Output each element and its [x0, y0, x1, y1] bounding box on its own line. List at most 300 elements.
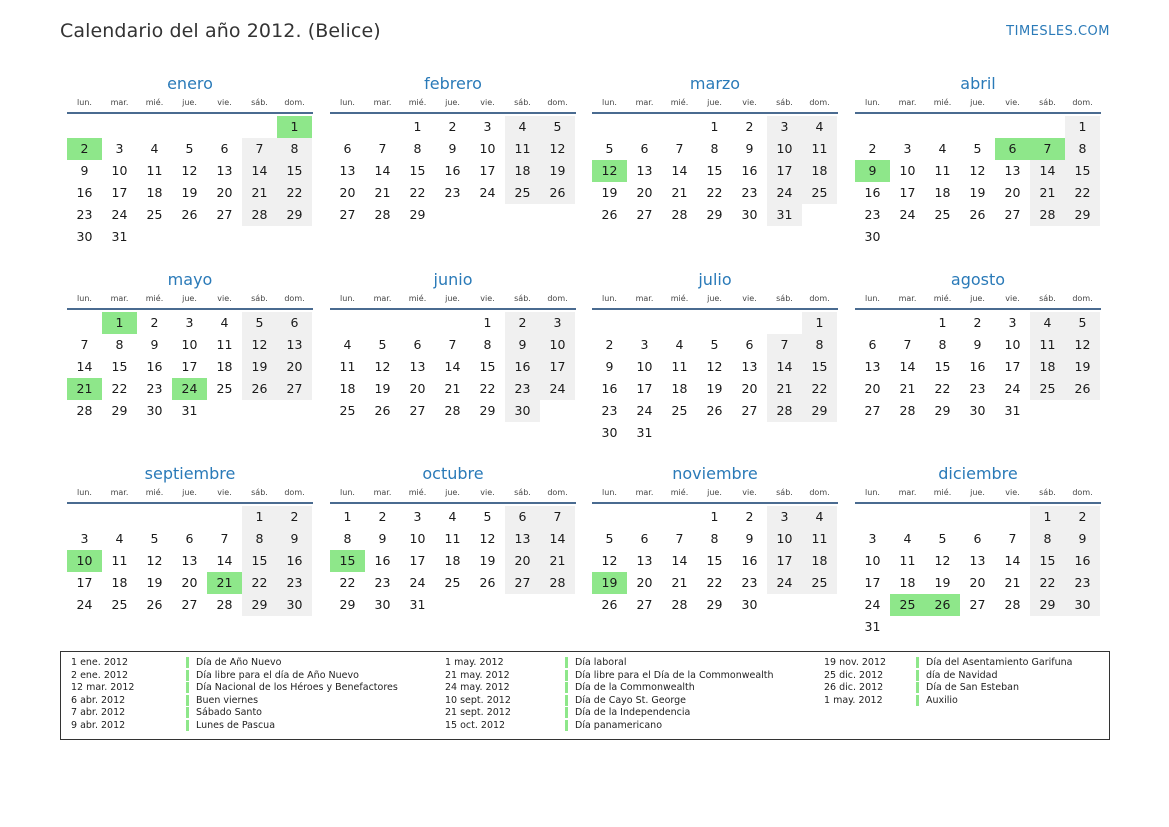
day-cell: 12 [706, 359, 723, 374]
day-cell: 18 [216, 359, 233, 374]
day-cell: 14 [671, 163, 688, 178]
legend-holiday-name: Día del Asentamiento Garifuna [916, 657, 1072, 668]
day-cell: 9 [745, 141, 754, 156]
day-cell: 14 [1030, 160, 1065, 182]
weekday-label: lun. [77, 294, 92, 303]
weekday-label: sáb. [251, 294, 268, 303]
day-cell: 2 [277, 506, 312, 528]
weekday-label: vie. [480, 98, 495, 107]
day-cell: 8 [343, 531, 352, 546]
month-name: septiembre [144, 464, 236, 483]
month-marzo [592, 73, 838, 226]
legend-holiday-name: Día de Cayo St. George [565, 695, 686, 706]
weekday-label: lun. [602, 488, 617, 497]
weekday-label: mar. [635, 488, 654, 497]
day-cell: 19 [601, 185, 618, 200]
day-cell: 10 [479, 141, 496, 156]
weekday-label: dom. [284, 488, 305, 497]
legend-holiday-name: Sábado Santo [186, 707, 262, 718]
day-cell: 22 [111, 381, 128, 396]
day-cell: 5 [710, 337, 719, 352]
day-cell: 29 [802, 400, 837, 422]
day-cell: 16 [505, 356, 540, 378]
header-rule [330, 112, 576, 114]
day-cell: 20 [505, 550, 540, 572]
day-cell: 27 [505, 572, 540, 594]
weekday-label: vie. [217, 294, 232, 303]
day-cell: 13 [636, 163, 653, 178]
weekday-label: jue. [182, 98, 197, 107]
weekday-label: lun. [865, 488, 880, 497]
month-name: octubre [422, 464, 484, 483]
weekday-label: mié. [145, 98, 164, 107]
day-cell: 17 [76, 575, 93, 590]
holiday-day-cell: 25 [890, 594, 925, 616]
day-cell: 20 [741, 381, 758, 396]
day-cell: 25 [339, 403, 356, 418]
day-cell: 23 [374, 575, 391, 590]
legend-holiday-name: Día laboral [565, 657, 626, 668]
holiday-day-cell: 1 [277, 116, 312, 138]
day-cell: 20 [864, 381, 881, 396]
day-cell: 5 [1065, 312, 1100, 334]
day-cell: 1 [413, 119, 422, 134]
day-cell: 14 [374, 163, 391, 178]
day-grid [855, 116, 1101, 248]
day-cell: 27 [181, 597, 198, 612]
day-cell: 15 [277, 160, 312, 182]
day-cell: 13 [636, 553, 653, 568]
day-cell: 5 [483, 509, 492, 524]
day-cell: 30 [277, 594, 312, 616]
day-cell: 16 [864, 185, 881, 200]
day-cell: 12 [374, 359, 391, 374]
day-cell: 25 [802, 182, 837, 204]
day-cell: 16 [444, 163, 461, 178]
day-cell: 14 [242, 160, 277, 182]
day-cell: 4 [505, 116, 540, 138]
weekday-label: mié. [145, 294, 164, 303]
day-cell: 24 [636, 403, 653, 418]
legend-holiday-name: Día Nacional de los Héroes y Benefactores [186, 682, 398, 693]
weekday-label: mié. [933, 294, 952, 303]
day-cell: 18 [899, 575, 916, 590]
day-cell: 21 [1030, 182, 1065, 204]
day-cell: 27 [969, 597, 986, 612]
day-cell: 11 [802, 138, 837, 160]
day-cell: 12 [601, 553, 618, 568]
day-cell: 7 [540, 506, 575, 528]
day-cell: 7 [80, 337, 89, 352]
month-octubre [330, 463, 576, 616]
day-cell: 28 [1004, 597, 1021, 612]
day-cell: 8 [710, 141, 719, 156]
month-mayo [67, 269, 313, 422]
day-cell: 18 [505, 160, 540, 182]
month-name: enero [167, 74, 213, 93]
day-cell: 8 [483, 337, 492, 352]
day-cell: 12 [242, 334, 277, 356]
weekday-label: mié. [670, 98, 689, 107]
day-cell: 11 [444, 531, 461, 546]
day-cell: 3 [903, 141, 912, 156]
weekday-label: mar. [898, 488, 917, 497]
day-cell: 23 [444, 185, 461, 200]
holiday-day-cell: 2 [67, 138, 102, 160]
day-cell: 2 [745, 509, 754, 524]
day-cell: 6 [640, 141, 649, 156]
weekday-label: mié. [670, 488, 689, 497]
weekday-header [330, 485, 576, 501]
weekday-label: lun. [340, 98, 355, 107]
day-cell: 13 [339, 163, 356, 178]
holiday-day-cell: 19 [592, 572, 627, 594]
day-cell: 9 [505, 334, 540, 356]
day-cell: 17 [409, 553, 426, 568]
day-cell: 3 [483, 119, 492, 134]
weekday-label: mié. [408, 488, 427, 497]
weekday-label: mar. [373, 294, 392, 303]
day-cell: 13 [216, 163, 233, 178]
legend-date: 19 nov. 2012 [824, 657, 887, 668]
day-cell: 13 [277, 334, 312, 356]
holiday-day-cell: 7 [1030, 138, 1065, 160]
weekday-label: sáb. [514, 98, 531, 107]
day-cell: 23 [741, 185, 758, 200]
month-name: abril [960, 74, 996, 93]
weekday-label: jue. [707, 488, 722, 497]
day-cell: 13 [1004, 163, 1021, 178]
weekday-label: mié. [933, 98, 952, 107]
day-cell: 19 [374, 381, 391, 396]
day-cell: 12 [540, 138, 575, 160]
legend-holiday-name: Día de San Esteban [916, 682, 1019, 693]
day-cell: 30 [969, 403, 986, 418]
day-cell: 13 [864, 359, 881, 374]
day-cell: 4 [802, 506, 837, 528]
day-cell: 27 [277, 378, 312, 400]
day-cell: 15 [479, 359, 496, 374]
day-cell: 25 [505, 182, 540, 204]
day-cell: 28 [216, 597, 233, 612]
header-rule [330, 502, 576, 504]
day-cell: 2 [868, 141, 877, 156]
day-cell: 22 [802, 378, 837, 400]
day-cell: 15 [111, 359, 128, 374]
day-cell: 1 [710, 119, 719, 134]
day-cell: 22 [277, 182, 312, 204]
day-cell: 20 [216, 185, 233, 200]
day-cell: 28 [242, 204, 277, 226]
day-cell: 8 [277, 138, 312, 160]
day-cell: 16 [741, 553, 758, 568]
day-cell: 24 [767, 182, 802, 204]
weekday-label: dom. [1072, 294, 1093, 303]
day-grid [855, 312, 1101, 422]
day-cell: 20 [181, 575, 198, 590]
day-cell: 16 [601, 381, 618, 396]
day-cell: 21 [540, 550, 575, 572]
day-cell: 15 [1030, 550, 1065, 572]
weekday-label: mar. [898, 98, 917, 107]
day-cell: 26 [540, 182, 575, 204]
month-enero [67, 73, 313, 248]
day-cell: 9 [605, 359, 614, 374]
brand-link[interactable]: TIMESLES.COM [1006, 24, 1110, 39]
day-cell: 11 [802, 528, 837, 550]
day-cell: 20 [636, 185, 653, 200]
holiday-legend [60, 651, 1110, 740]
day-cell: 7 [448, 337, 457, 352]
day-grid [855, 506, 1101, 638]
weekday-label: lun. [340, 488, 355, 497]
day-grid [330, 312, 576, 422]
weekday-label: lun. [865, 294, 880, 303]
day-cell: 10 [767, 138, 802, 160]
day-cell: 10 [1004, 337, 1021, 352]
day-cell: 22 [1030, 572, 1065, 594]
weekday-label: jue. [445, 294, 460, 303]
day-cell: 18 [802, 550, 837, 572]
day-cell: 4 [1030, 312, 1065, 334]
day-cell: 7 [242, 138, 277, 160]
day-cell: 17 [540, 356, 575, 378]
header-rule [592, 112, 838, 114]
weekday-label: jue. [445, 488, 460, 497]
holiday-day-cell: 24 [172, 378, 207, 400]
header-rule [330, 308, 576, 310]
day-cell: 23 [601, 403, 618, 418]
day-cell: 19 [242, 356, 277, 378]
day-cell: 12 [934, 553, 951, 568]
day-cell: 30 [741, 207, 758, 222]
legend-date: 26 dic. 2012 [824, 682, 884, 694]
day-cell: 19 [934, 575, 951, 590]
day-cell: 8 [802, 334, 837, 356]
day-cell: 1 [710, 509, 719, 524]
day-cell: 13 [741, 359, 758, 374]
day-cell: 2 [973, 315, 982, 330]
day-grid [330, 116, 576, 226]
day-cell: 11 [934, 163, 951, 178]
day-cell: 16 [1065, 550, 1100, 572]
day-cell: 9 [1065, 528, 1100, 550]
day-cell: 9 [378, 531, 387, 546]
day-cell: 3 [540, 312, 575, 334]
day-cell: 17 [767, 550, 802, 572]
weekday-header [855, 291, 1101, 307]
day-cell: 7 [675, 141, 684, 156]
legend-date: 24 may. 2012 [445, 682, 510, 694]
holiday-day-cell: 9 [855, 160, 890, 182]
day-cell: 14 [444, 359, 461, 374]
day-cell: 12 [146, 553, 163, 568]
day-cell: 6 [277, 312, 312, 334]
day-cell: 1 [483, 315, 492, 330]
day-cell: 2 [505, 312, 540, 334]
day-cell: 21 [671, 575, 688, 590]
day-cell: 17 [864, 575, 881, 590]
day-cell: 5 [605, 141, 614, 156]
header-rule [592, 308, 838, 310]
day-cell: 2 [378, 509, 387, 524]
weekday-header [855, 95, 1101, 111]
weekday-label: sáb. [776, 294, 793, 303]
weekday-label: vie. [742, 98, 757, 107]
day-cell: 4 [938, 141, 947, 156]
day-cell: 19 [181, 185, 198, 200]
weekday-header [67, 291, 313, 307]
day-cell: 16 [277, 550, 312, 572]
day-cell: 16 [146, 359, 163, 374]
weekday-label: dom. [1072, 488, 1093, 497]
day-cell: 24 [479, 185, 496, 200]
day-cell: 20 [409, 381, 426, 396]
weekday-label: sáb. [1039, 488, 1056, 497]
day-cell: 18 [802, 160, 837, 182]
month-name: noviembre [672, 464, 758, 483]
day-cell: 9 [745, 531, 754, 546]
day-cell: 24 [767, 572, 802, 594]
day-cell: 8 [115, 337, 124, 352]
day-cell: 4 [675, 337, 684, 352]
day-cell: 21 [767, 378, 802, 400]
legend-holiday-name: Día libre para el día de Año Nuevo [186, 670, 359, 681]
day-cell: 18 [444, 553, 461, 568]
day-cell: 1 [242, 506, 277, 528]
weekday-label: mié. [408, 98, 427, 107]
day-cell: 23 [969, 381, 986, 396]
day-cell: 25 [111, 597, 128, 612]
weekday-label: mar. [110, 488, 129, 497]
day-cell: 28 [76, 403, 93, 418]
day-cell: 19 [540, 160, 575, 182]
day-cell: 26 [242, 378, 277, 400]
day-cell: 22 [706, 185, 723, 200]
day-cell: 21 [374, 185, 391, 200]
day-cell: 11 [899, 553, 916, 568]
month-noviembre [592, 463, 838, 616]
day-cell: 15 [802, 356, 837, 378]
day-cell: 7 [767, 334, 802, 356]
day-cell: 6 [343, 141, 352, 156]
day-cell: 1 [938, 315, 947, 330]
day-cell: 31 [636, 425, 653, 440]
day-cell: 6 [185, 531, 194, 546]
day-cell: 22 [242, 572, 277, 594]
day-cell: 24 [76, 597, 93, 612]
weekday-label: lun. [602, 98, 617, 107]
day-cell: 4 [150, 141, 159, 156]
weekday-label: jue. [707, 294, 722, 303]
day-grid [592, 116, 838, 226]
day-cell: 23 [741, 575, 758, 590]
header-rule [592, 502, 838, 504]
day-cell: 27 [216, 207, 233, 222]
day-cell: 6 [868, 337, 877, 352]
day-cell: 7 [378, 141, 387, 156]
weekday-header [330, 291, 576, 307]
weekday-label: jue. [707, 98, 722, 107]
day-cell: 6 [640, 531, 649, 546]
weekday-header [855, 485, 1101, 501]
day-cell: 3 [413, 509, 422, 524]
day-cell: 1 [1030, 506, 1065, 528]
day-cell: 30 [76, 229, 93, 244]
day-cell: 23 [277, 572, 312, 594]
holiday-day-cell: 10 [67, 550, 102, 572]
day-cell: 31 [409, 597, 426, 612]
weekday-label: jue. [970, 294, 985, 303]
legend-date: 1 ene. 2012 [71, 657, 128, 668]
day-cell: 20 [339, 185, 356, 200]
day-cell: 1 [802, 312, 837, 334]
weekday-label: vie. [742, 488, 757, 497]
day-cell: 27 [636, 207, 653, 222]
day-cell: 29 [339, 597, 356, 612]
day-cell: 26 [969, 207, 986, 222]
day-cell: 16 [969, 359, 986, 374]
day-cell: 4 [903, 531, 912, 546]
weekday-label: jue. [182, 488, 197, 497]
day-cell: 27 [864, 403, 881, 418]
day-cell: 16 [374, 553, 391, 568]
day-cell: 28 [899, 403, 916, 418]
day-cell: 3 [80, 531, 89, 546]
day-cell: 21 [1004, 575, 1021, 590]
day-cell: 21 [671, 185, 688, 200]
day-grid [67, 506, 313, 616]
day-cell: 13 [409, 359, 426, 374]
day-cell: 6 [745, 337, 754, 352]
legend-date: 21 may. 2012 [445, 669, 510, 681]
day-cell: 18 [111, 575, 128, 590]
day-cell: 20 [969, 575, 986, 590]
day-cell: 18 [934, 185, 951, 200]
weekday-label: mar. [898, 294, 917, 303]
day-cell: 23 [1065, 572, 1100, 594]
day-cell: 5 [605, 531, 614, 546]
day-cell: 15 [1065, 160, 1100, 182]
day-grid [330, 506, 576, 616]
weekday-label: mié. [670, 294, 689, 303]
day-cell: 15 [706, 163, 723, 178]
day-cell: 30 [741, 597, 758, 612]
day-cell: 28 [444, 403, 461, 418]
day-cell: 31 [864, 619, 881, 634]
weekday-label: vie. [1005, 294, 1020, 303]
day-cell: 11 [146, 163, 163, 178]
day-cell: 28 [671, 207, 688, 222]
day-cell: 12 [969, 163, 986, 178]
day-cell: 28 [671, 597, 688, 612]
day-cell: 3 [767, 116, 802, 138]
holiday-day-cell: 15 [330, 550, 365, 572]
day-cell: 28 [540, 572, 575, 594]
weekday-label: dom. [284, 98, 305, 107]
month-name: agosto [950, 270, 1006, 289]
day-cell: 14 [540, 528, 575, 550]
day-cell: 18 [671, 381, 688, 396]
weekday-label: sáb. [1039, 98, 1056, 107]
day-cell: 25 [146, 207, 163, 222]
day-cell: 3 [868, 531, 877, 546]
day-cell: 26 [1065, 378, 1100, 400]
holiday-day-cell: 12 [592, 160, 627, 182]
legend-holiday-name: Auxilio [916, 695, 958, 706]
day-cell: 23 [146, 381, 163, 396]
day-cell: 25 [444, 575, 461, 590]
